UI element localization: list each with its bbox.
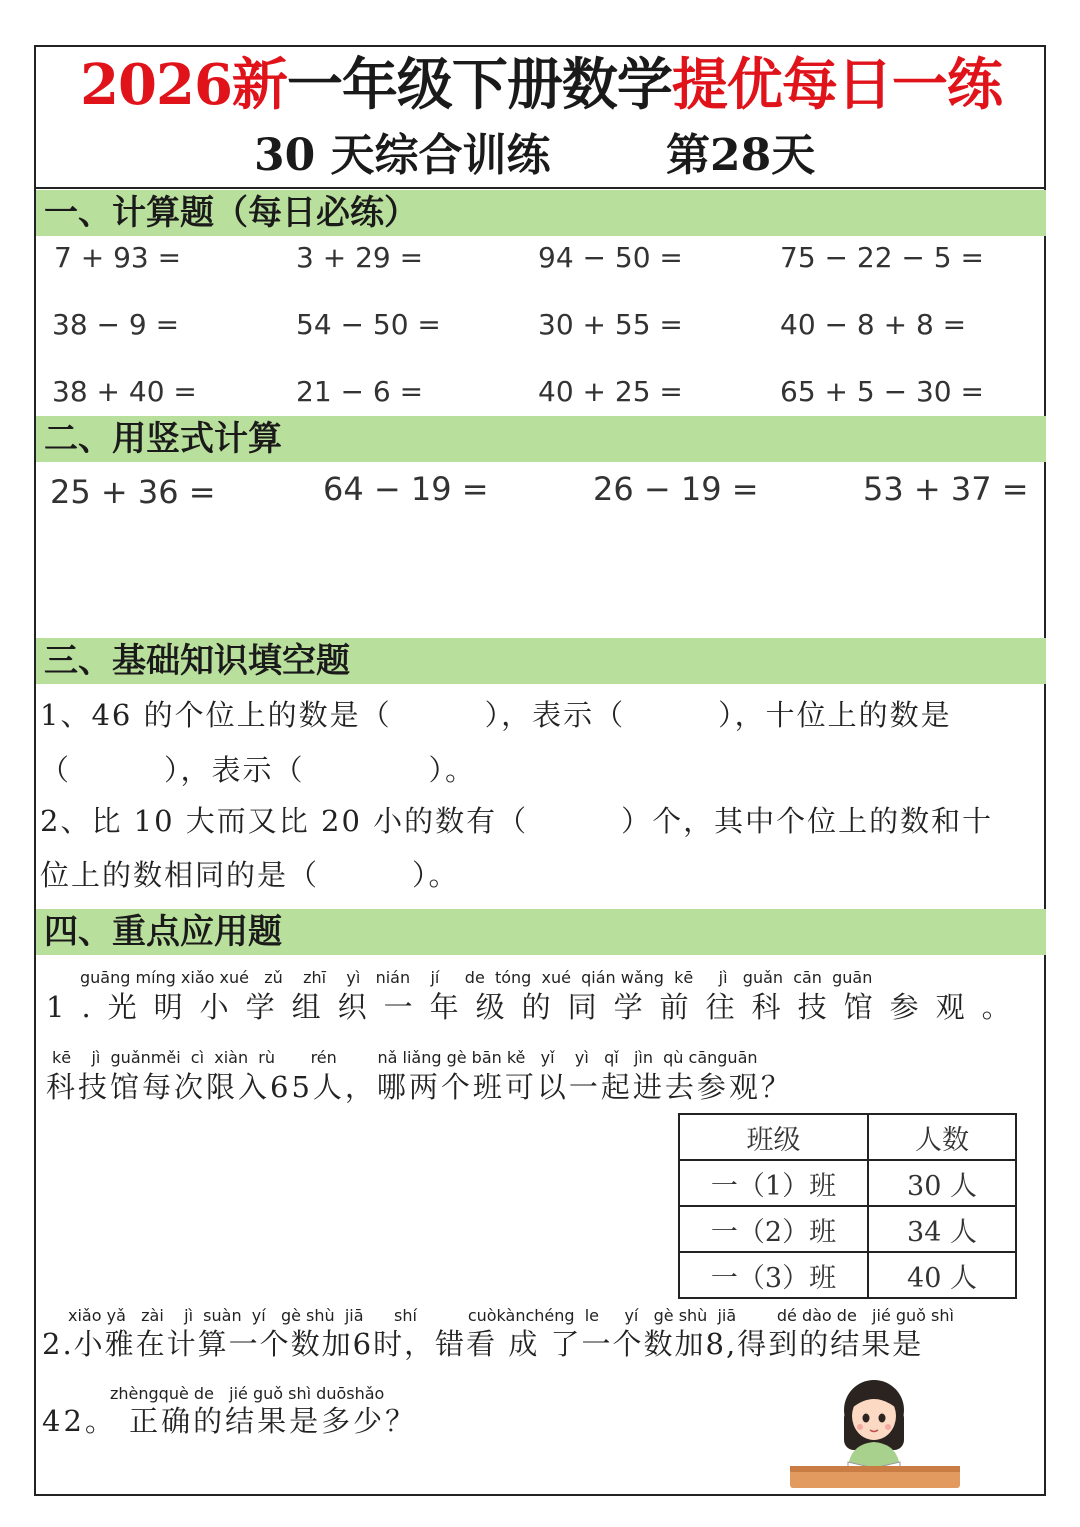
section3-title: 三、基础知识填空题 — [44, 641, 350, 681]
calc-item: 54 − 50 = — [296, 308, 441, 341]
section2-title: 二、用竖式计算 — [44, 419, 282, 459]
table-row — [679, 1252, 1016, 1298]
question-text: 42。 正确的结果是多少？ — [42, 1404, 418, 1438]
calc-item: 7 + 93 = — [54, 241, 182, 274]
vertical-calc-item: 64 − 19 = — [323, 470, 489, 508]
table-row — [679, 1206, 1016, 1252]
table-cell: 一（1）班 — [679, 1160, 868, 1206]
pinyin-line: kē jì guǎnměi cì xiàn rù rén nǎ liǎng gè bān kě yǐ yì qǐ jìn qù cānguān — [52, 1048, 758, 1067]
calc-item: 75 − 22 − 5 = — [780, 241, 984, 274]
pinyin-line: xiǎo yǎ zài jì suàn yí gè shù jiā shí cuòkànchéng le yí gè shù jiā dé dào de jié guǒ shì — [68, 1306, 954, 1325]
fill-blank-line: 位上的数相同的是（ ）。 — [40, 858, 460, 892]
header-divider — [36, 187, 1044, 189]
calc-item: 65 + 5 − 30 = — [780, 375, 984, 408]
pinyin-line: zhèngquè de jié guǒ shì duōshǎo — [110, 1384, 385, 1403]
pinyin-line: guāng míng xiǎo xué zǔ zhī yì nián jí de tóng xué qián wǎng kē jì guǎn cān guān — [80, 968, 873, 987]
table-cell: 34 人 — [868, 1206, 1016, 1252]
vertical-calc-item: 26 − 19 = — [593, 470, 759, 508]
calc-item: 38 + 40 = — [52, 375, 197, 408]
calc-item: 94 − 50 = — [538, 241, 683, 274]
question-text: 2.小雅在计算一个数加6时，错看 成 了一个数加8,得到的结果是 — [42, 1327, 924, 1361]
question-text: 科技馆每次限入65人，哪两个班可以一起进去参观？ — [46, 1070, 793, 1104]
fill-blank-line: 1、46 的个位上的数是（ ），表示（ ），十位上的数是 — [40, 698, 952, 732]
table-cell: 30 人 — [868, 1160, 1016, 1206]
fill-blank-line: （ ），表示（ ）。 — [40, 753, 477, 787]
calc-item: 3 + 29 = — [296, 241, 424, 274]
vertical-calc-item: 53 + 37 = — [863, 470, 1029, 508]
table-header-row — [679, 1114, 1016, 1160]
calc-item: 30 + 55 = — [538, 308, 683, 341]
vertical-calc-item: 25 + 36 = — [50, 473, 216, 511]
table-cell: 一（3）班 — [679, 1252, 868, 1298]
question-text: 1.光明小学组织一年级的同学前往科技馆参观。 — [46, 990, 1028, 1024]
section1-title: 一、计算题（每日必练） — [44, 193, 418, 233]
subtitle-day: 第28天 — [666, 130, 816, 181]
calc-item: 21 − 6 = — [296, 375, 424, 408]
table-row — [679, 1160, 1016, 1206]
calc-item: 38 − 9 = — [52, 308, 180, 341]
calc-item: 40 − 8 + 8 = — [780, 308, 967, 341]
table-header-cell: 班级 — [679, 1114, 868, 1160]
subtitle-training: 30 天综合训练 — [254, 130, 551, 181]
table-cell: 40 人 — [868, 1252, 1016, 1298]
calc-item: 40 + 25 = — [538, 375, 683, 408]
table-header-cell: 人数 — [868, 1114, 1016, 1160]
table-cell: 一（2）班 — [679, 1206, 868, 1252]
fill-blank-line: 2、比 10 大而又比 20 小的数有（ ）个，其中个位上的数和十 — [40, 804, 994, 838]
girl-studying-illustration — [786, 1378, 966, 1490]
page-title: 2026新一年级下册数学提优每日一练 — [80, 52, 1002, 118]
section4-title: 四、重点应用题 — [44, 912, 282, 952]
class-size-table — [678, 1113, 1017, 1299]
